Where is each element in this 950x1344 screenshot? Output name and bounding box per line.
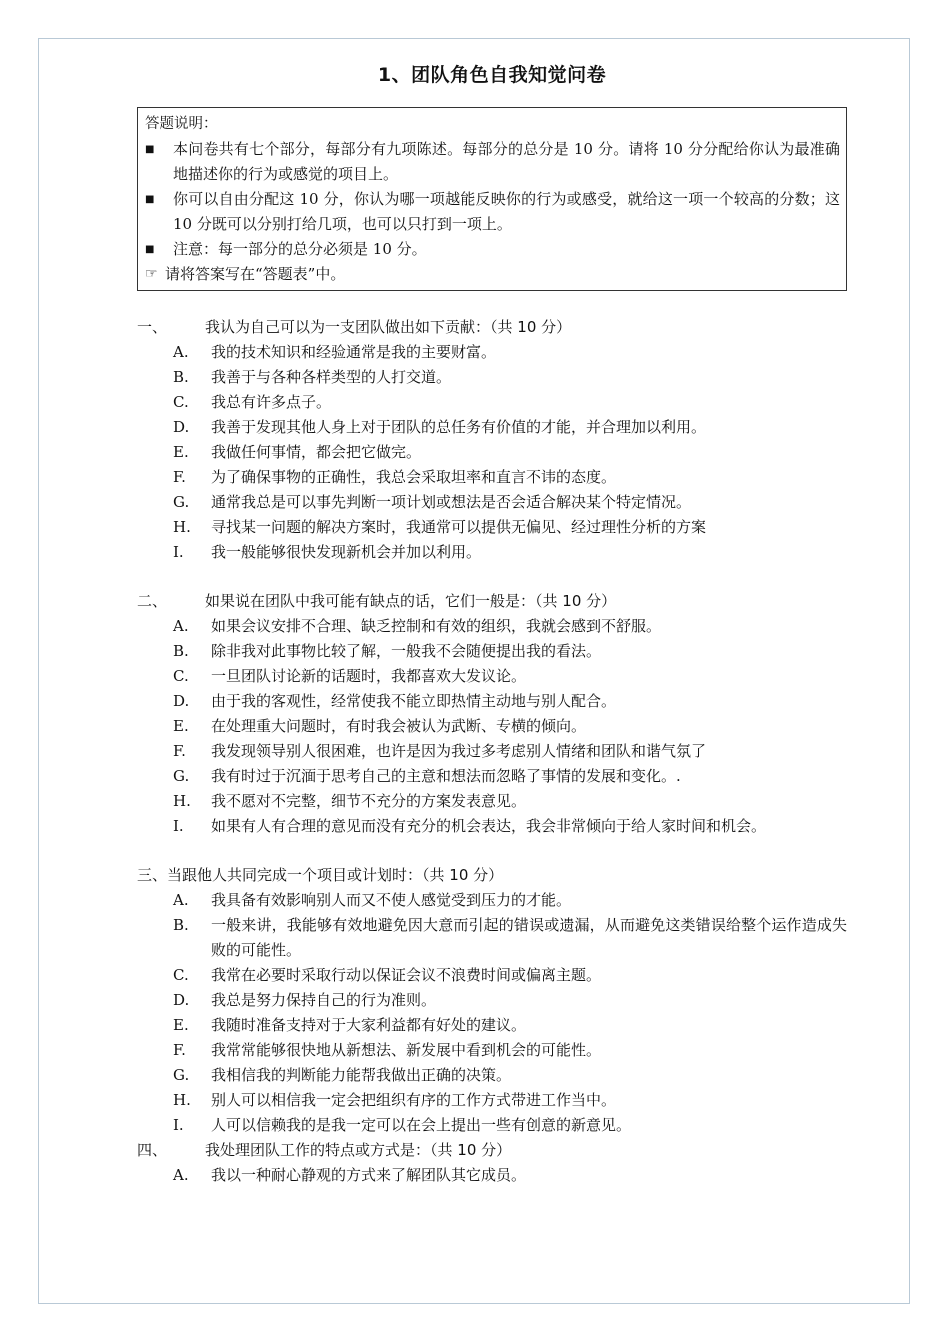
item-text: 别人可以相信我一定会把组织有序的工作方式带进工作当中。 <box>211 1091 617 1109</box>
list-item <box>137 465 847 490</box>
item-text: 我有时过于沉湎于思考自己的主意和想法而忽略了事情的发展和变化。. <box>211 767 681 785</box>
list-item <box>137 963 847 988</box>
list-item <box>137 1063 847 1088</box>
item-text: 在处理重大问题时，有时我会被认为武断、专横的倾向。 <box>211 717 587 735</box>
item-letter: H. <box>173 1091 191 1109</box>
item-text: 我常常能够很快地从新想法、新发展中看到机会的可能性。 <box>211 1041 602 1059</box>
item-text: 我常在必要时采取行动以保证会议不浪费时间或偏离主题。 <box>211 966 602 984</box>
item-letter: F. <box>173 1041 186 1059</box>
item-text: 如果有人有合理的意见而没有充分的机会表达，我会非常倾向于给人家时间和机会。 <box>211 817 767 835</box>
square-bullet-icon: ■ <box>145 144 155 155</box>
item-text: 为了确保事物的正确性，我总会采取坦率和直言不讳的态度。 <box>211 468 617 486</box>
list-item <box>137 1113 847 1138</box>
section-number: 二、 <box>137 592 168 610</box>
instruction-text: 你可以自由分配这 10 分，你认为哪一项越能反映你的行为或感受，就给这一项一个较高的分数；这 10 分既可以分别打给几项，也可以只打到一项上。 <box>173 190 840 233</box>
list-item <box>137 540 847 565</box>
list-item <box>137 913 847 963</box>
item-letter: D. <box>173 418 190 436</box>
item-letter: B. <box>173 916 189 934</box>
list-item <box>137 739 847 764</box>
item-letter: I. <box>173 817 184 835</box>
item-text: 一旦团队讨论新的话题时，我都喜欢大发议论。 <box>211 667 527 685</box>
item-text: 寻找某一问题的解决方案时，我通常可以提供无偏见、经过理性分析的方案 <box>211 518 707 536</box>
list-item <box>137 340 847 365</box>
section-number: 三、 <box>137 866 168 884</box>
list-item <box>137 1038 847 1063</box>
item-text: 我不愿对不完整，细节不充分的方案发表意见。 <box>211 792 527 810</box>
list-item <box>137 664 847 689</box>
section-number: 一、 <box>137 318 168 336</box>
item-letter: E. <box>173 1016 189 1034</box>
list-item <box>137 714 847 739</box>
section-title: 我处理团队工作的特点或方式是：（共 10 分） <box>205 1141 512 1159</box>
item-letter: A. <box>173 343 189 361</box>
item-text: 我以一种耐心静观的方式来了解团队其它成员。 <box>211 1166 527 1184</box>
item-letter: C. <box>173 966 189 984</box>
square-bullet-icon: ■ <box>145 244 155 255</box>
note-text: 请将答案写在“答题表”中。 <box>165 265 346 283</box>
list-item <box>137 814 847 839</box>
list-item <box>137 988 847 1013</box>
document-body <box>137 60 847 1188</box>
item-letter: F. <box>173 742 186 760</box>
item-text: 我一般能够很快发现新机会并加以利用。 <box>211 543 482 561</box>
section-1 <box>137 315 847 565</box>
section-heading <box>137 315 847 340</box>
item-text: 我总有许多点子。 <box>211 393 332 411</box>
list-item <box>137 415 847 440</box>
item-text: 我相信我的判断能力能帮我做出正确的决策。 <box>211 1066 512 1084</box>
list-item <box>137 764 847 789</box>
item-text: 如果会议安排不合理、缺乏控制和有效的组织，我就会感到不舒服。 <box>211 617 662 635</box>
section-2 <box>137 589 847 839</box>
item-text: 我善于发现其他人身上对于团队的总任务有价值的才能，并合理加以利用。 <box>211 418 707 436</box>
list-item <box>137 390 847 415</box>
item-text: 一般来讲，我能够有效地避免因大意而引起的错误或遗漏，从而避免这类错误给整个运作造成失败的可能性。 <box>211 916 847 959</box>
section-title: 当跟他人共同完成一个项目或计划时：（共 10 分） <box>167 866 504 884</box>
list-item <box>137 639 847 664</box>
item-letter: B. <box>173 368 189 386</box>
item-letter: C. <box>173 667 189 685</box>
instructions-heading: 答题说明： <box>145 116 218 132</box>
item-text: 我随时准备支持对于大家利益都有好处的建议。 <box>211 1016 527 1034</box>
item-letter: F. <box>173 468 186 486</box>
list-item <box>137 1163 847 1188</box>
list-item <box>137 515 847 540</box>
list-item <box>137 789 847 814</box>
item-text: 我的技术知识和经验通常是我的主要财富。 <box>211 343 497 361</box>
item-letter: D. <box>173 692 190 710</box>
item-letter: A. <box>173 1166 189 1184</box>
section-number: 四、 <box>137 1141 168 1159</box>
item-letter: E. <box>173 443 189 461</box>
item-letter: I. <box>173 543 184 561</box>
square-bullet-icon: ■ <box>145 194 155 205</box>
item-letter: G. <box>173 767 190 785</box>
item-text: 我善于与各种各样类型的人打交道。 <box>211 368 452 386</box>
section-3 <box>137 863 847 1138</box>
item-text: 我总是努力保持自己的行为准则。 <box>211 991 437 1009</box>
instruction-bullet <box>145 187 840 237</box>
item-letter: D. <box>173 991 190 1009</box>
list-item <box>137 1088 847 1113</box>
item-text: 我具备有效影响别人而又不使人感觉受到压力的才能。 <box>211 891 572 909</box>
list-item <box>137 490 847 515</box>
section-heading <box>137 863 847 888</box>
list-item <box>137 1013 847 1038</box>
instruction-bullet <box>145 237 840 262</box>
instruction-text: 本问卷共有七个部分，每部分有九项陈述。每部分的总分是 10 分。请将 10 分分配给你认为最准确地描述你的行为或感觉的项目上。 <box>173 140 840 183</box>
item-letter: B. <box>173 642 189 660</box>
list-item <box>137 614 847 639</box>
item-text: 我做任何事情，都会把它做完。 <box>211 443 422 461</box>
item-letter: C. <box>173 393 189 411</box>
pointing-hand-icon: ☞ <box>145 266 158 282</box>
list-item <box>137 888 847 913</box>
list-item <box>137 440 847 465</box>
item-text: 我发现领导别人很困难，也许是因为我过多考虑别人情绪和团队和谐气氛了 <box>211 742 707 760</box>
item-letter: H. <box>173 518 191 536</box>
section-heading <box>137 589 847 614</box>
section-title: 如果说在团队中我可能有缺点的话，它们一般是：（共 10 分） <box>205 592 617 610</box>
item-letter: H. <box>173 792 191 810</box>
page-title: 1、团队角色自我知觉问卷 <box>377 64 607 86</box>
item-text: 人可以信赖我的是我一定可以在会上提出一些有创意的新意见。 <box>211 1116 632 1134</box>
instruction-text: 注意：每一部分的总分必须是 10 分。 <box>173 240 427 258</box>
item-text: 除非我对此事物比较了解，一般我不会随便提出我的看法。 <box>211 642 602 660</box>
item-letter: G. <box>173 493 190 511</box>
item-text: 由于我的客观性，经常使我不能立即热情主动地与别人配合。 <box>211 692 617 710</box>
item-letter: A. <box>173 617 189 635</box>
section-4 <box>137 1138 847 1188</box>
list-item <box>137 365 847 390</box>
item-letter: E. <box>173 717 189 735</box>
instructions-box <box>137 107 847 291</box>
item-letter: I. <box>173 1116 184 1134</box>
list-item <box>137 689 847 714</box>
item-text: 通常我总是可以事先判断一项计划或想法是否会适合解决某个特定情况。 <box>211 493 692 511</box>
section-title: 我认为自己可以为一支团队做出如下贡献：（共 10 分） <box>205 318 572 336</box>
instruction-bullet <box>145 137 840 187</box>
item-letter: A. <box>173 891 189 909</box>
instruction-note <box>145 262 840 287</box>
item-letter: G. <box>173 1066 190 1084</box>
section-heading <box>137 1138 847 1163</box>
